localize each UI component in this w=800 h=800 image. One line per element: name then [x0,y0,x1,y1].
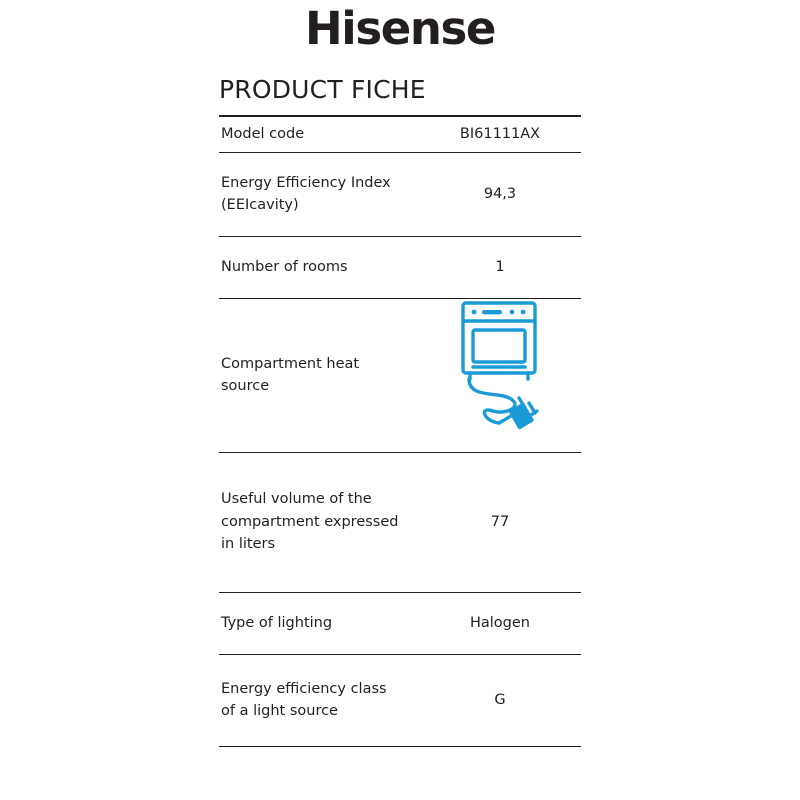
electric-oven-plug-icon [453,299,553,451]
row-value: BI61111AX [459,125,541,142]
row-label: Compartment heat source [221,355,360,394]
row-label: Number of rooms [221,258,348,275]
table-row [219,153,581,237]
table-row [219,655,581,747]
row-value: 77 [490,513,510,530]
row-label: Model code [221,125,305,142]
row-value: 94,3 [483,185,517,202]
row-value: Halogen [469,614,530,631]
row-value: G [494,691,506,708]
table-row [219,593,581,655]
table-row [219,117,581,153]
row-label: Type of lighting [221,614,333,631]
product-fiche-table [219,76,581,747]
row-label: Energy efficiency class of a light source [221,680,387,719]
page-title: PRODUCT FICHE [219,76,581,117]
hisense-logo: Hisense [305,2,495,55]
row-label: Energy Efficiency Index (EEIcavity) [221,174,391,213]
row-label: Useful volume of the compartment expressed in liters [221,491,399,553]
table-row [219,237,581,299]
row-value: 1 [495,258,505,275]
table-row [219,299,581,453]
row-value [431,299,581,451]
table-row [219,453,581,593]
